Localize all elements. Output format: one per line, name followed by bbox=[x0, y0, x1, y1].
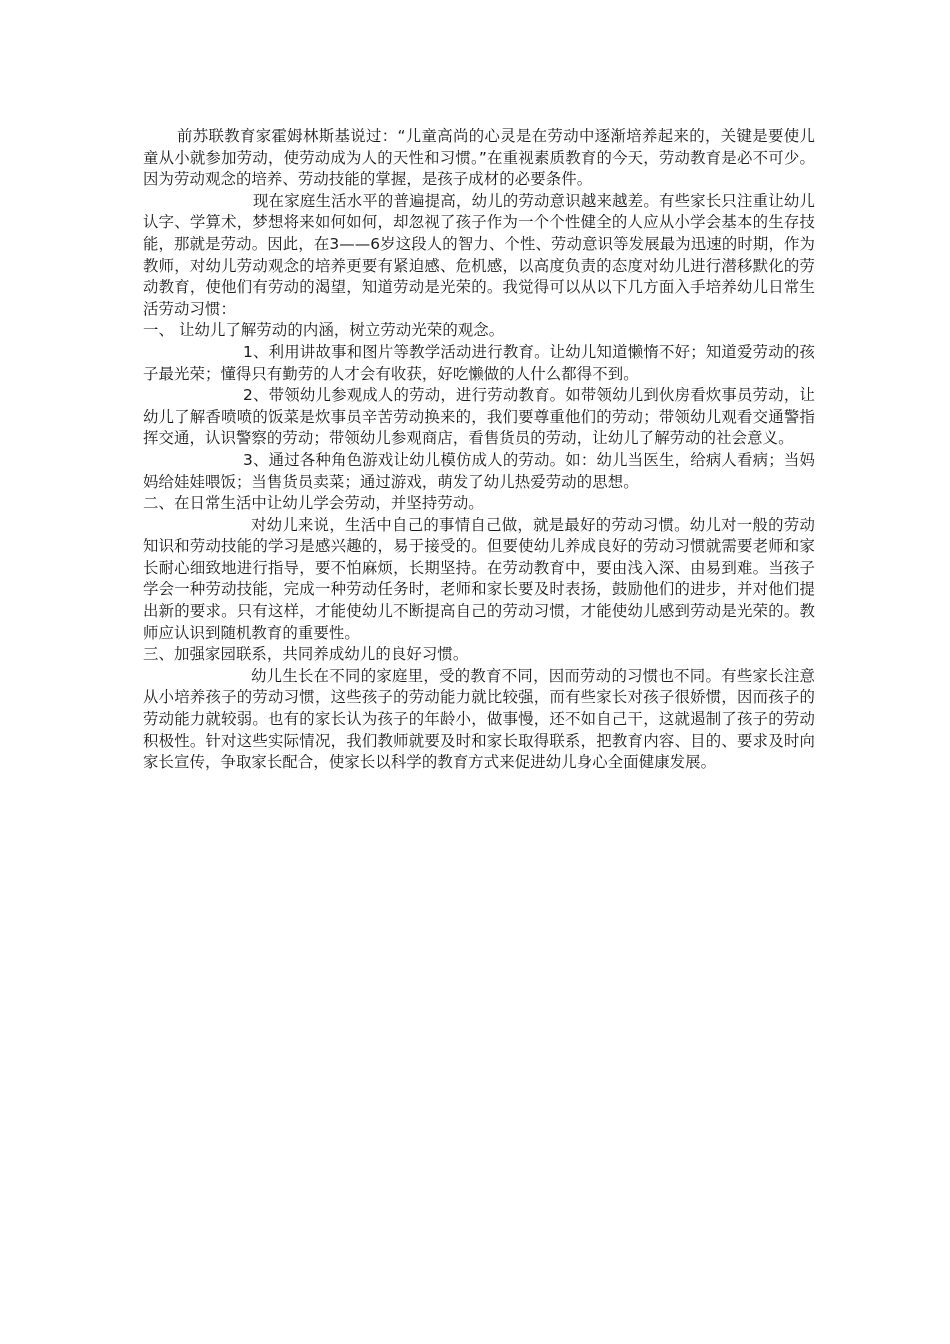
context-paragraph: 现在家庭生活水平的普遍提高，幼儿的劳动意识越来越差。有些家长只注重让幼儿认字、学算术，梦想将来如何如何，却忽视了孩子作为一个个性健全的人应从小学会基本的生存技能，那就是劳动。因此，在3——6岁这段人的智力、个性、劳动意识等发展最为迅速的时期，作为教师，对幼儿劳动观念的培养更要有紧迫感、危机感，以高度负责的态度对幼儿进行潜移默化的劳动教育，使他们有劳动的渴望，知道劳动是光荣的。我觉得可以从以下几方面入手培养幼儿日常生活劳动习惯： bbox=[143, 191, 815, 318]
section-2-body: 对幼儿来说，生活中自己的事情自己做，就是最好的劳动习惯。幼儿对一般的劳动知识和劳动技能的学习是感兴趣的，易于接受的。但要使幼儿养成良好的劳动习惯就需要老师和家长耐心细致地进行指导，要不怕麻烦，长期坚持。在劳动教育中，要由浅入深、由易到难。当孩子学会一种劳动技能，完成一种劳动任务时，老师和家长要及时表扬，鼓励他们的进步，并对他们提出新的要求。只有这样，才能使幼儿不断提高自己的劳动习惯，才能使幼儿感到劳动是光荣的。教师应认识到随机教育的重要性。 bbox=[143, 515, 815, 642]
document-page bbox=[143, 126, 815, 774]
section-2-heading: 二、在日常生活中让幼儿学会劳动，并坚持劳动。 bbox=[143, 494, 484, 513]
section-3-heading: 三、加强家园联系，共同养成幼儿的良好习惯。 bbox=[143, 645, 469, 664]
section-1-heading: 一、 让幼儿了解劳动的内涵，树立劳动光荣的观念。 bbox=[143, 321, 505, 340]
intro-paragraph: 前苏联教育家霍姆林斯基说过：“儿童高尚的心灵是在劳动中逐渐培养起来的，关键是要使儿童从小就参加劳动，使劳动成为人的天性和习惯。”在重视素质教育的今天，劳动教育是必不可少。因为劳动观念的培养、劳动技能的掌握，是孩子成材的必要条件。 bbox=[143, 127, 815, 189]
section-1-item-2: 2、带领幼儿参观成人的劳动，进行劳动教育。如带领幼儿到伙房看炊事员劳动，让幼儿了解香喷喷的饭菜是炊事员辛苦劳动换来的，我们要尊重他们的劳动；带领幼儿观看交通警指挥交通，认识警察的劳动；带领幼儿参观商店，看售货员的劳动，让幼儿了解劳动的社会意义。 bbox=[143, 386, 815, 448]
section-1-item-3: 3、通过各种角色游戏让幼儿模仿成人的劳动。如：幼儿当医生，给病人看病；当妈妈给娃娃喂饭；当售货员卖菜；通过游戏，萌发了幼儿热爱劳动的思想。 bbox=[143, 450, 815, 491]
section-3-body: 幼儿生长在不同的家庭里，受的教育不同，因而劳动的习惯也不同。有些家长注意从小培养孩子的劳动习惯，这些孩子的劳动能力就比较强，而有些家长对孩子很娇惯，因而孩子的劳动能力就较弱。也有的家长认为孩子的年龄小，做事慢，还不如自己干，这就遏制了孩子的劳动积极性。针对这些实际情况，我们教师就要及时和家长取得联系，把教育内容、目的、要求及时向家长宣传，争取家长配合，使家长以科学的教育方式来促进幼儿身心全面健康发展。 bbox=[143, 666, 815, 772]
section-1-item-1: 1、利用讲故事和图片等教学活动进行教育。让幼儿知道懒惰不好；知道爱劳动的孩子最光荣；懂得只有勤劳的人才会有收获，好吃懒做的人什么都得不到。 bbox=[143, 342, 815, 383]
